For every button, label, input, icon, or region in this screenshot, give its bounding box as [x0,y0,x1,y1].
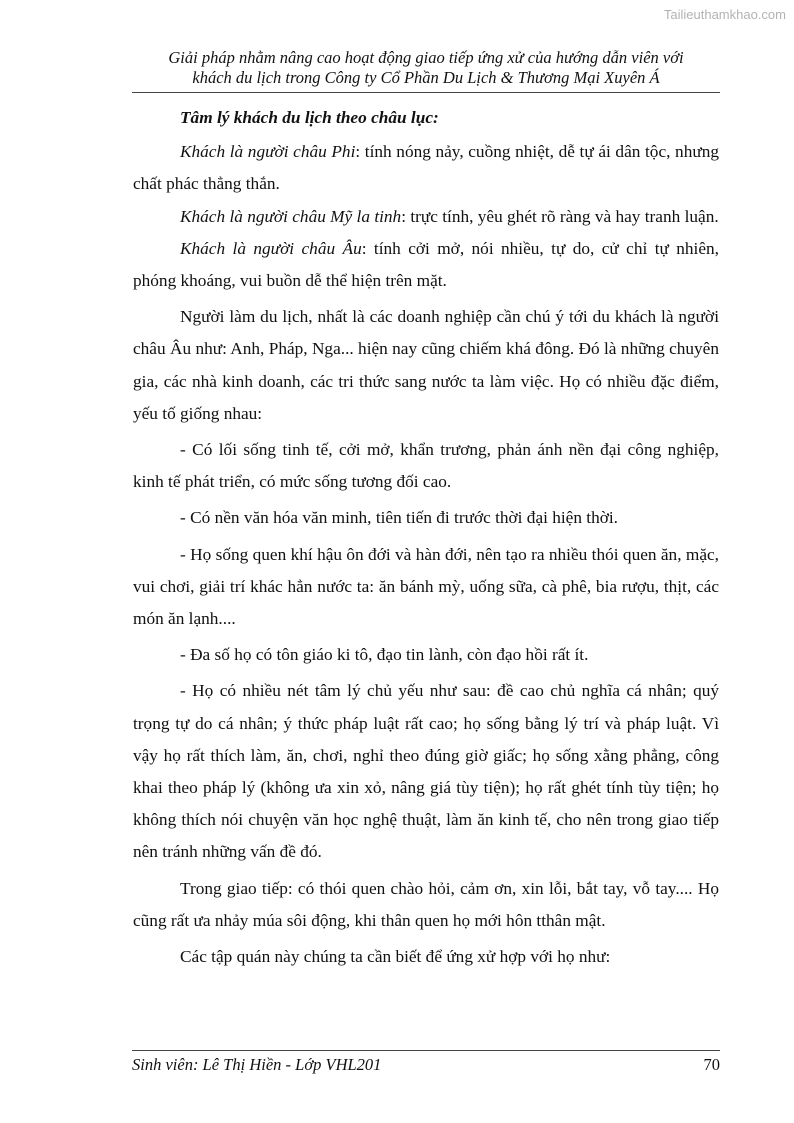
watermark-text: Tailieuthamkhao.com [663,7,786,22]
paragraph-latin-america [133,201,719,233]
latin-america-label: Khách là người châu Mỹ la tinh [180,206,402,226]
header-title-line-1: Giải pháp nhằm nâng cao hoạt động giao tiếp ứng xử của hướng dẫn viên với [168,48,684,67]
section-heading: Tâm lý khách du lịch theo châu lục: [180,108,439,127]
paragraph-communication: Trong giao tiếp: có thói quen chào hỏi, cảm ơn, xin lỗi, bắt tay, vỗ tay.... Họ cũng rất ưa nhảy múa sôi động, khi thân quen họ mới hôn tthân mật. [133,878,719,930]
africa-text: : tính nóng nảy, cuồng nhiệt, dễ tự ái dân tộc, nhưng chất phác thẳng thắn. [133,142,719,194]
bullet-lifestyle: - Có lối sống tinh tế, cởi mở, khẩn trương, phản ánh nền đại công nghiệp, kinh tế phát triển, có mức sống tương đối cao. [133,440,719,492]
bullet-climate-habits: - Họ sống quen khí hậu ôn đới và hàn đới, nên tạo ra nhiều thói quen ăn, mặc, vui chơi, giải trí khác hẳn nước ta: ăn bánh mỳ, uống sữa, cà phê, bia rượu, thịt, các món ăn lạnh.... [133,544,719,629]
page-body [133,102,719,973]
paragraph-africa [133,136,719,200]
latin-america-text: : trực tính, yêu ghét rõ ràng và hay tranh luận. [401,206,719,226]
europe-label: Khách là người châu Âu [180,238,362,258]
bullet-psychology: - Họ có nhiều nét tâm lý chủ yếu như sau: đề cao chủ nghĩa cá nhân; quý trọng tự do cá nhân; ý thức pháp luật rất cao; họ sống bằng lý trí và pháp luật. Vì vậy họ rất thích làm, ăn, chơi, nghỉ theo đúng giờ giấc; họ sống xằng phẳng, công khai theo pháp lý (không ưa xin xỏ, nâng giá tùy tiện); họ rất ghét tính tùy tiện; họ không thích nói chuyện văn học nghệ thuật, làm ăn kinh tế, cho nên trong giao tiếp nên tránh những vấn đề đó. [133,681,719,862]
page-footer [132,1055,720,1075]
africa-label: Khách là người châu Phi [180,142,356,162]
europe-text: : tính cởi mở, nói nhiều, tự do, cử chỉ tự nhiên, phóng khoáng, vui buồn dễ thể hiện trên mặt. [133,238,719,291]
header-divider [132,92,720,93]
footer-student: Sinh viên: Lê Thị Hiền - Lớp VHL201 [132,1055,382,1074]
page-number: 70 [703,1055,720,1074]
bullet-culture: - Có nền văn hóa văn minh, tiên tiến đi trước thời đại hiện thời. [180,508,619,528]
header-title-line-2: khách du lịch trong Công ty Cổ Phần Du Lịch & Thương Mại Xuyên Á [192,68,660,87]
bullet-religion: - Đa số họ có tôn giáo ki tô, đạo tin lành, còn đạo hồi rất ít. [180,645,589,665]
paragraph-customs: Các tập quán này chúng ta cần biết để ứng xử hợp với họ như: [180,947,611,967]
paragraph-intro: Người làm du lịch, nhất là các doanh nghiệp cần chú ý tới du khách là người châu Âu như: Anh, Pháp, Nga... hiện nay cũng chiếm khá đông. Đó là những chuyên gia, các nhà kinh doanh, các tri thức sang nước ta làm việc. Họ có nhiều đặc điểm, yếu tố giống nhau: [133,307,719,423]
footer-divider [132,1050,720,1051]
paragraph-europe [133,233,719,297]
page-header [132,48,720,88]
